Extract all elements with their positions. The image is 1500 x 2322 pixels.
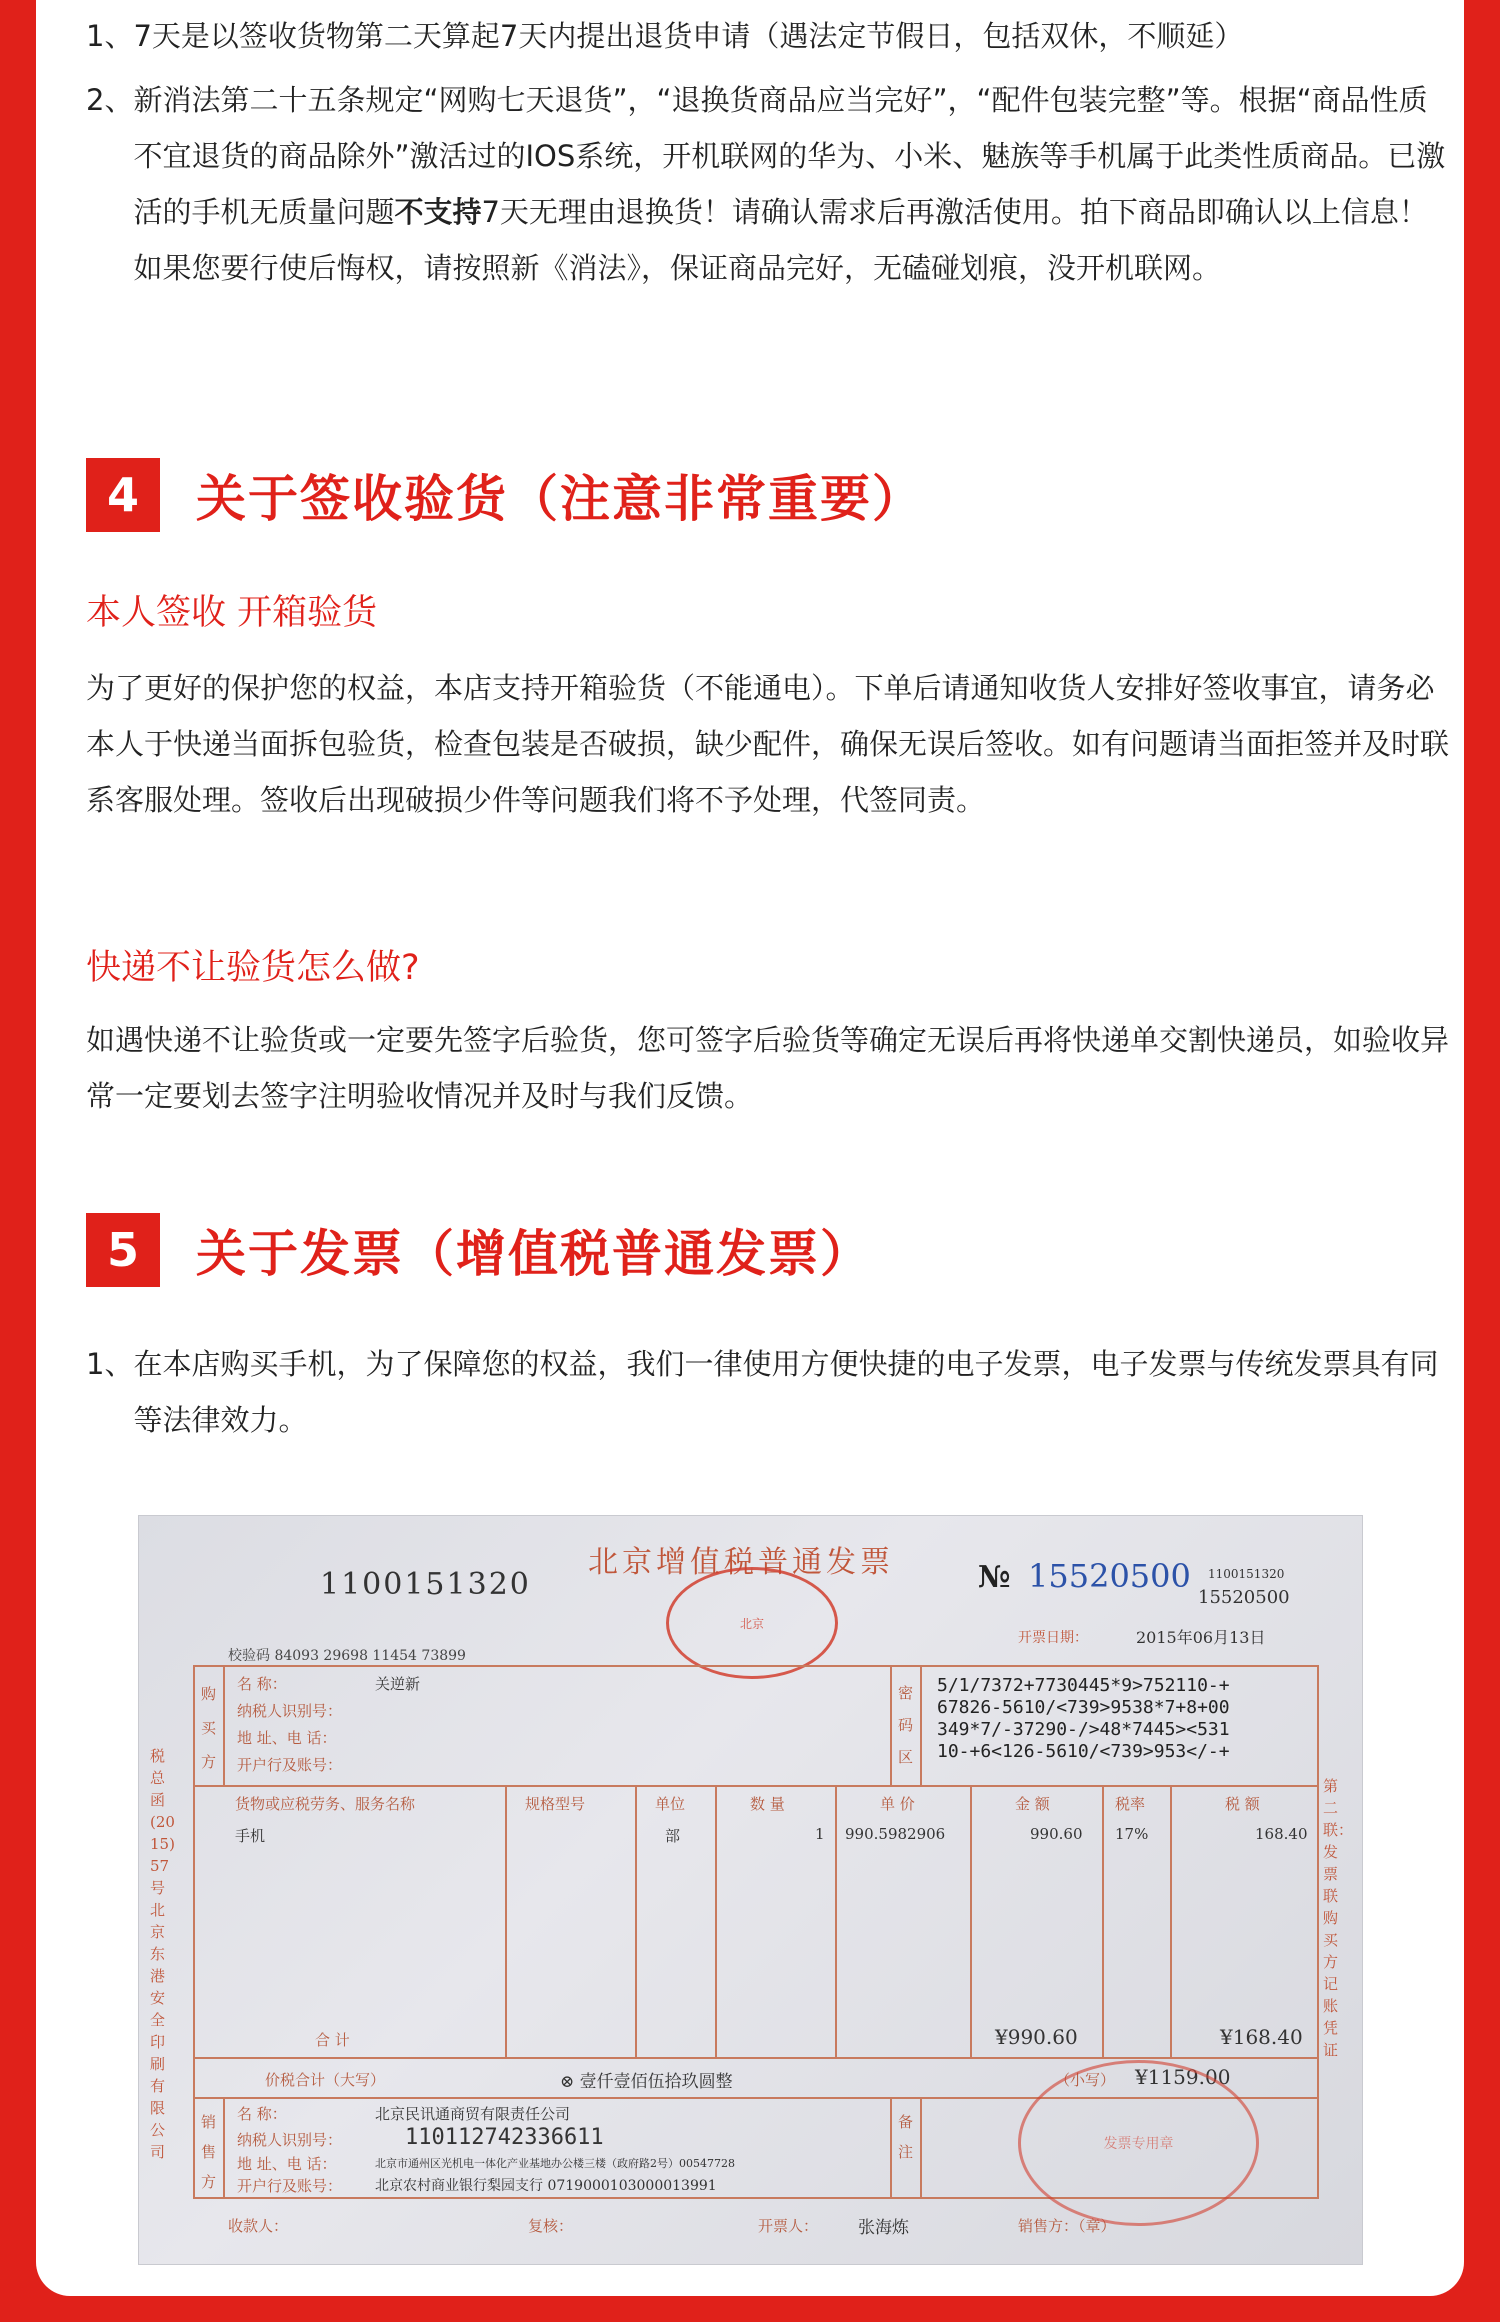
item-goods: 手机 — [235, 1827, 266, 1845]
col-unit: 单位 — [655, 1795, 686, 1813]
invoice-number: 15520500 — [1028, 1557, 1191, 1595]
section-title: 关于发票（增值税普通发票） — [196, 1225, 872, 1283]
col-price: 单 价 — [880, 1795, 915, 1813]
invoice-info-item: 1、 在本店购买手机，为了保障您的权益，我们一律使用方便快捷的电子发票，电子发票与传统发票具有同等法律效力。 — [86, 1347, 1439, 1437]
section-5-header — [86, 1213, 872, 1287]
sum-label: 合 计 — [315, 2031, 350, 2049]
seller-bank: 北京农村商业银行梨园支行 0719000103000013991 — [375, 2178, 717, 2194]
item-unit: 部 — [665, 1827, 681, 1845]
drawer-label: 开票人： — [758, 2217, 819, 2235]
cipher-line: 349*7/-37290-/>48*7445><531 — [937, 1719, 1230, 1740]
cipher-line: 5/1/7372+7730445*9>752110-+ — [937, 1675, 1230, 1696]
seller-address: 北京市通州区光机电一体化产业基地办公楼三楼（政府路2号）00547728 — [375, 2157, 735, 2170]
subheading-courier: 快递不让验货怎么做? — [86, 948, 420, 988]
item-tax: 168.40 — [1255, 1825, 1308, 1843]
sum-amount: ¥990.60 — [995, 2025, 1078, 2049]
col-tax: 税 额 — [1225, 1795, 1260, 1813]
buyer-side-label: 购买方 — [201, 1685, 217, 1771]
total-label: 价税合计（大写） — [265, 2071, 386, 2089]
drawer-name: 张海炼 — [858, 2218, 909, 2238]
tax-seal-stamp: 北京 — [666, 1567, 838, 1679]
section-number: 5 — [86, 1213, 160, 1287]
right-vertical-text: 第二联：发票联 购买方记账凭证 — [1323, 1777, 1354, 2059]
invoice-no-symbol: № — [978, 1560, 1011, 1595]
payee-label: 收款人： — [228, 2217, 289, 2235]
invoice-code-small: 1100151320 — [1208, 1567, 1285, 1581]
invoice-seal-stamp: 发票专用章 — [1018, 2060, 1259, 2226]
col-goods: 货物或应税劳务、服务名称 — [235, 1795, 416, 1813]
total-small: ¥1159.00 — [1135, 2065, 1231, 2089]
invoice-title: 北京增值税普通发票 — [588, 1545, 894, 1580]
reviewer-label: 复核： — [528, 2217, 574, 2235]
col-qty: 数 量 — [750, 1795, 785, 1813]
invoice-image — [138, 1515, 1363, 2265]
col-rate: 税率 — [1115, 1795, 1146, 1813]
paragraph-self-sign: 为了更好的保护您的权益，本店支持开箱验货（不能通电）。下单后请通知收货人安排好签收事宜，请务必本人于快递当面拆包验货，检查包装是否破损，缺少配件，确保无误后签收。如有问题请当面拒签并及时联系客服处理。签收后出现破损少件等问题我们将不予处理，代签同责。 — [86, 671, 1450, 817]
section-4-header — [86, 458, 924, 532]
paragraph-courier: 如遇快递不让验货或一定要先签字后验货，您可签字后验货等确定无误后再将快递单交割快递员，如验收异常一定要划去签字注明验收情况并及时与我们反馈。 — [86, 1023, 1450, 1113]
item-qty: 1 — [815, 1825, 825, 1843]
seller-side-label: 销售方 — [201, 2113, 217, 2191]
list-item: 1、 7天是以签收货物第二天算起7天内提出退货申请（遇法定节假日，包括双休，不顺延） — [86, 19, 1244, 53]
cipher-line: 10-+6<126-5610/<739>953</-+ — [937, 1741, 1230, 1762]
check-code: 校验码 84093 29698 11454 73899 — [228, 1648, 466, 1664]
content-card — [36, 0, 1464, 2296]
seller-tax-id: 110112742336611 — [405, 2125, 604, 2150]
cipher-line: 67826-5610/<739>9538*7+8+00 — [937, 1697, 1230, 1718]
sum-tax: ¥168.40 — [1220, 2025, 1303, 2049]
item-amount: 990.60 — [1030, 1825, 1083, 1843]
seller-sign-label: 销售方：（章） — [1018, 2217, 1116, 2235]
cipher-side-label: 密码区 — [898, 1684, 914, 1766]
section-title: 关于签收验货（注意非常重要） — [196, 470, 924, 528]
invoice-date: 2015年06月13日 — [1136, 1628, 1266, 1647]
remark-side-label: 备注 — [898, 2113, 914, 2161]
seller-name: 北京民讯通商贸有限责任公司 — [375, 2105, 571, 2123]
item-price: 990.5982906 — [845, 1825, 946, 1843]
date-label: 开票日期： — [1018, 1630, 1088, 1646]
item-rate: 17% — [1115, 1825, 1149, 1843]
invoice-code: 1100151320 — [320, 1567, 531, 1602]
left-vertical-text: 税总函(2015)57号北京东港安全印刷有限公司 — [150, 1747, 175, 2161]
return-policy-list — [86, 8, 1456, 296]
section-number: 4 — [86, 458, 160, 532]
invoice-number-small: 15520500 — [1198, 1587, 1290, 1608]
subheading-self-sign: 本人签收 开箱验货 — [86, 593, 378, 633]
buyer-name: 关逆新 — [375, 1675, 421, 1693]
col-spec: 规格型号 — [525, 1795, 586, 1813]
col-amount: 金 额 — [1015, 1795, 1050, 1813]
invoice-grid: 购买方 名 称： 关逆新 纳税人识别号： 地 址、电 话： 开户行及账号： 密码区 5/1/7372+7730445*9>752110-+ 67826-5610/<739>9538*7+8+00 349*7/-37290-/>48*7445><531 10-+6<126-5610/<739>953</-+ 货物或应税劳务、服务名称 规格型号 单位 数 量 单 价 金 额 税率 税 额 手机 部 1 990.5982906 990.60 17% 168.40 合 计 ¥990.60 ¥168.40 价税合计（大写） ⊗ 壹仟壹佰伍拾玖圆整 （小写） ¥1159.00 销售方 名 称： 北京民讯通商贸有限责任公司 纳税人识别号： 110112742336611 地 址、电 话： 北京市通州区光机电一体化产业基地办公楼三楼（政府路2号）00547728 开户行及账号： 北京农村商业银行梨园支行 0719000103000013991 备注 — [193, 1665, 1319, 2199]
list-item: 2、 新消法第二十五条规定“网购七天退货”，“退换货商品应当完好”，“配件包装完整”等。根据“商品性质不宜退货的商品除外”激活过的IOS系统，开机联网的华为、小米、魅族等手机属于此类性质商品。已激活的手机无质量问题不支持7天无理由退换货！请确认需求后再激活使用。拍下商品即确认以上信息！如果您要行使后悔权，请按照新《消法》，保证商品完好，无磕碰划痕，没开机联网。 — [86, 83, 1446, 285]
total-words: ⊗ 壹仟壹佰伍拾玖圆整 — [560, 2072, 733, 2092]
